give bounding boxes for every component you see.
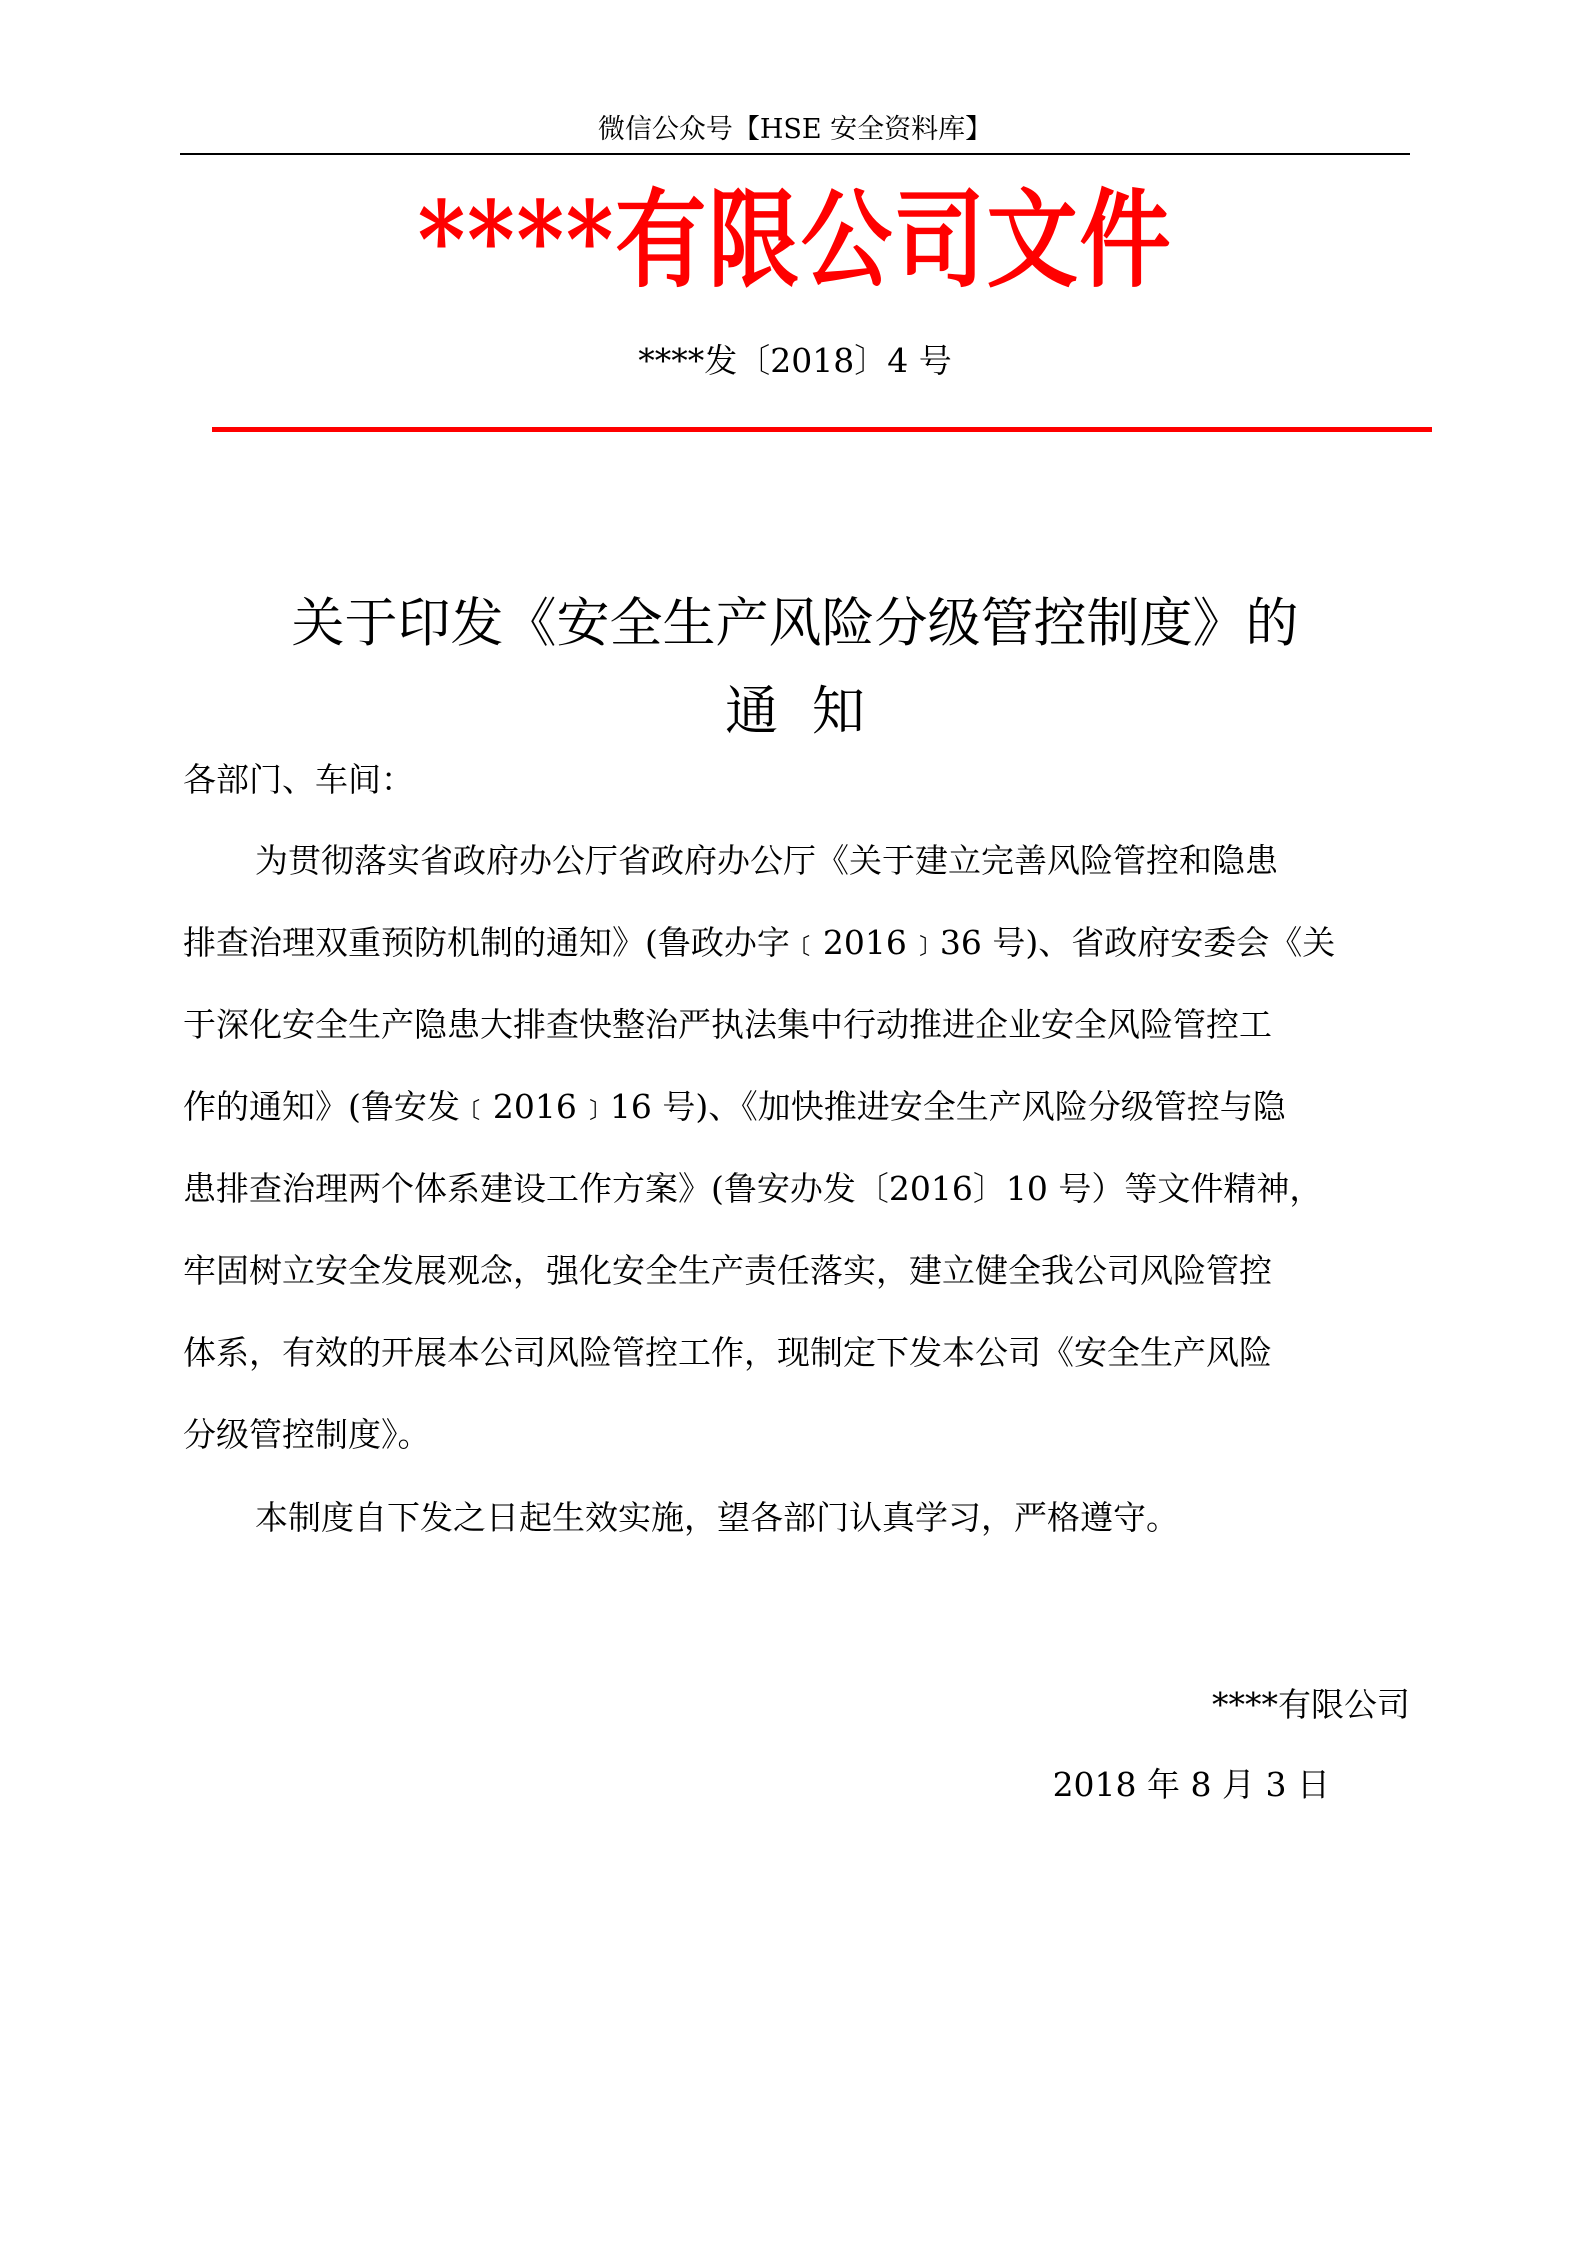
document-title bbox=[180, 580, 1410, 756]
body-paragraph-2 bbox=[183, 1477, 1413, 1559]
red-divider bbox=[212, 427, 1432, 432]
body-paragraph-1 bbox=[183, 820, 1413, 1476]
title-line-2: 通 知 bbox=[725, 681, 865, 742]
document-number: ****发〔2018〕4 号 bbox=[638, 341, 952, 380]
paragraph-line: 于深化安全生产隐患大排查快整治严执法集中行动推进企业安全风险管控工 bbox=[183, 1005, 1272, 1044]
paragraph-line: 作的通知》(鲁安发﹝2016﹞16 号)、《加快推进安全生产风险分级管控与隐 bbox=[183, 1087, 1286, 1126]
signature-date: 2018 年 8 月 3 日 bbox=[1052, 1765, 1330, 1804]
paragraph-line: 为贯彻落实省政府办公厅省政府办公厅《关于建立完善风险管控和隐患 bbox=[255, 841, 1278, 880]
header-divider bbox=[180, 153, 1410, 155]
paragraph-line: 排查治理双重预防机制的通知》(鲁政办字﹝2016﹞36 号)、省政府安委会《关 bbox=[183, 923, 1336, 962]
paragraph-line: 牢固树立安全发展观念，强化安全生产责任落实，建立健全我公司风险管控 bbox=[183, 1251, 1272, 1290]
document-masthead: ****有限公司文件 bbox=[417, 177, 1173, 302]
title-line-1: 关于印发《安全生产风险分级管控制度》的 bbox=[291, 593, 1299, 654]
signature-company: ****有限公司 bbox=[1212, 1685, 1410, 1724]
watermark-header: 微信公众号【HSE 安全资料库】 bbox=[597, 114, 993, 145]
paragraph-line: 体系，有效的开展本公司风险管控工作，现制定下发本公司《安全生产风险 bbox=[183, 1333, 1272, 1372]
paragraph-line: 分级管控制度》。 bbox=[183, 1415, 431, 1454]
paragraph-line: 患排查治理两个体系建设工作方案》(鲁安办发〔2016〕10 号）等文件精神， bbox=[183, 1169, 1323, 1208]
signature-block bbox=[180, 1665, 1410, 1825]
paragraph-line: 本制度自下发之日起生效实施，望各部门认真学习，严格遵守。 bbox=[255, 1498, 1179, 1537]
salutation: 各部门、车间： bbox=[183, 760, 414, 799]
